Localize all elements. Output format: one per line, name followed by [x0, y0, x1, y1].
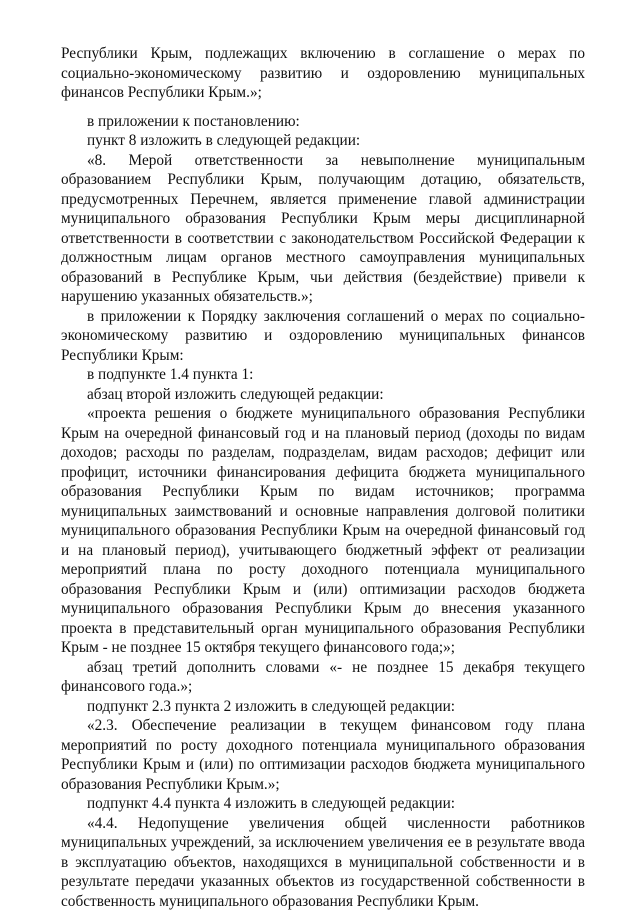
paragraph-subitem-1-4: в подпункте 1.4 пункта 1:: [61, 365, 585, 385]
paragraph-subitem-2-3-text: «2.3. Обеспечение реализации в текущем финансовом году плана мероприятий по росту доходного потенциала муниципального образования Республики Крым и (или) по оптимизации расходов бюджета муниципального образования Республики Крым.»;: [61, 716, 585, 794]
paragraph-subitem-2-3-heading: подпункт 2.3 пункта 2 изложить в следующей редакции:: [61, 697, 585, 717]
paragraph-annex-procedure: в приложении к Порядку заключения соглашений о мерах по социально-экономическому развитию и оздоровлению муниципальных финансов Республики Крым:: [61, 307, 585, 366]
paragraph-item-8-heading: пункт 8 изложить в следующей редакции:: [61, 131, 585, 151]
paragraph-subitem-4-4-heading: подпункт 4.4 пункта 4 изложить в следующей редакции:: [61, 794, 585, 814]
paragraph-continuation: Республики Крым, подлежащих включению в соглашение о мерах по социально-экономическому развитию и оздоровлению муниципальных финансов Республики Крым.»;: [61, 44, 585, 103]
paragraph-annex-intro: в приложении к постановлению:: [61, 112, 585, 132]
paragraph-draft-budget: «проекта решения о бюджете муниципального образования Республики Крым на очередной финансовый год и на плановый период (доходы по видам доходов; расходы по разделам, подразделам, видам расходов; дефицит или профицит, источники финансирования дефицита бюджета муниципального образования Республики Крым по видам источников; программа муниципальных заимствований и основные направления долговой политики муниципального образования Республики Крым на очередной финансовый год и на плановый период), учитывающего бюджетный эффект от реализации мероприятий плана по росту доходного потенциала муниципального образования Республики Крым и (или) оптимизации расходов бюджета муниципального образования Республики Крым до внесения указанного проекта в представительный орган муниципального образования Республики Крым - не позднее 15 октября текущего финансового года;»;: [61, 404, 585, 658]
paragraph-third-abzac: абзац третий дополнить словами «- не позднее 15 декабря текущего финансового года.»;: [61, 658, 585, 697]
paragraph-second-abzac: абзац второй изложить следующей редакции:: [61, 385, 585, 405]
paragraph-item-8-text: «8. Мерой ответственности за невыполнение муниципальным образованием Республики Крым, получающим дотацию, обязательств, предусмотренных Перечнем, является применение главой администрации муниципального образования Республики Крым меры дисциплинарной ответственности в соответствии с законодательством Российской Федерации к должностным лицам органов местного самоуправления муниципальных образований в Республике Крым, чьи действия (бездействие) привели к нарушению указанных обязательств.»;: [61, 151, 585, 307]
paragraph-subitem-4-4-text: «4.4. Недопущение увеличения общей численности работников муниципальных учреждений, за исключением увеличения ее в результате ввода в эксплуатацию объектов, находящихся в муниципальной собственности и в результате передачи указанных объектов из государственной собственности в собственность муниципального образования Республики Крым.: [61, 814, 585, 911]
